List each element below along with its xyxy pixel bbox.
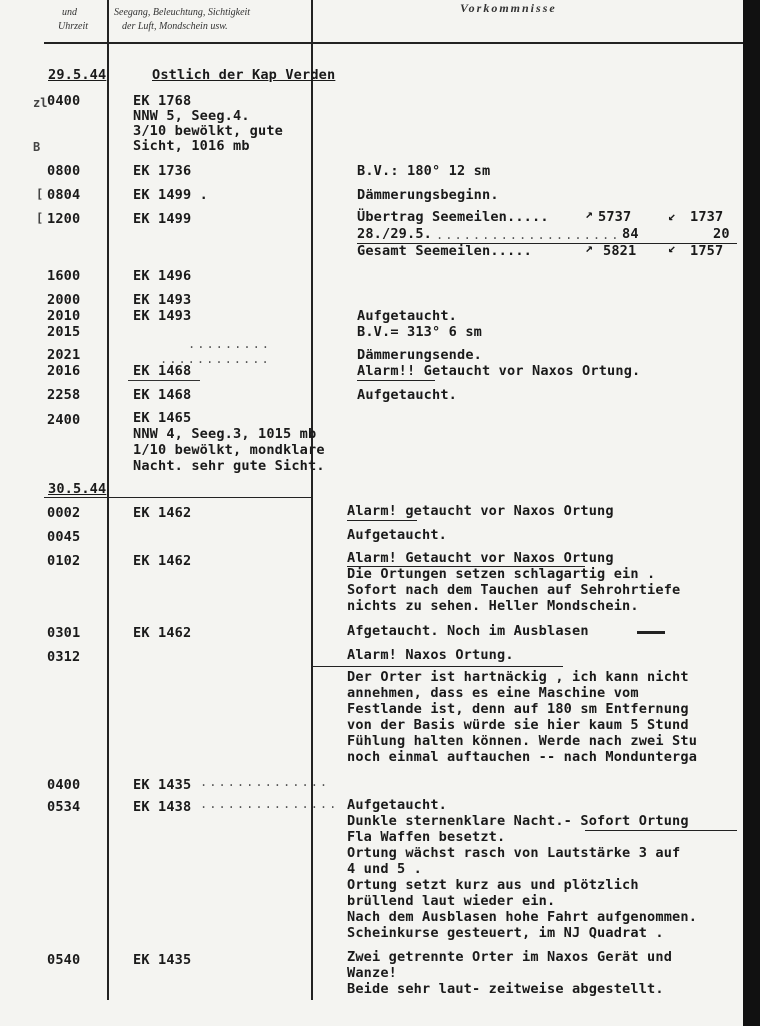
row-time: 0534: [47, 799, 81, 815]
column-rule-1: [107, 0, 109, 1000]
row-event: Nach dem Ausblasen hohe Fahrt aufgenommen.: [347, 909, 698, 925]
row-time: 2015: [47, 324, 81, 340]
arrow-ne-icon: ↗: [585, 241, 593, 256]
underline-mark: [313, 666, 563, 667]
row-grid: EK 1499: [133, 211, 192, 227]
row-event: Dämmerungsbeginn.: [357, 187, 499, 203]
row-grid: NNW 5, Seeg.4.: [133, 108, 250, 124]
row-grid: EK 1468: [133, 363, 192, 379]
margin-mark: [: [36, 211, 44, 225]
row-grid: EK 1435: [133, 777, 192, 793]
row-time: 0102: [47, 553, 81, 569]
margin-mark: zl: [33, 96, 48, 110]
row-event: Aufgetaucht.: [357, 387, 458, 403]
row-grid: EK 1462: [133, 553, 192, 569]
row-event: Zwei getrennte Orter im Naxos Gerät und: [347, 949, 673, 965]
row-event: Der Orter ist hartnäckig , ich kann nicht: [347, 669, 689, 685]
row-grid: EK 1468: [133, 387, 192, 403]
tally-label-2: 28./29.5.: [357, 226, 433, 242]
row-grid: EK 1499 .: [133, 187, 209, 203]
arrow-ne-icon: ↗: [585, 207, 593, 222]
tally-label-3: Gesamt Seemeilen.....: [357, 243, 533, 259]
row-event: nichts zu sehen. Heller Mondschein.: [347, 598, 639, 614]
row-event: Alarm! getaucht vor Naxos Ortung: [347, 503, 614, 519]
row-grid: 1/10 bewölkt, mondklare: [133, 442, 325, 458]
row-time: 0540: [47, 952, 81, 968]
row-time: 1600: [47, 268, 81, 284]
row-grid: EK 1465: [133, 410, 192, 426]
row-time: 0301: [47, 625, 81, 641]
row-time: 2000: [47, 292, 81, 308]
row-grid: EK 1435: [133, 952, 192, 968]
row-time: 2021: [47, 347, 81, 363]
tally-label-1: Übertrag Seemeilen.....: [357, 209, 549, 225]
row-event: von der Basis würde sie hier kaum 5 Stund: [347, 717, 689, 733]
row-grid: EK 1736: [133, 163, 192, 179]
row-event: Fla Waffen besetzt.: [347, 829, 506, 845]
arrow-sw-icon: ↙: [668, 209, 676, 224]
strikeout-mark: [637, 631, 665, 634]
row-time: 0002: [47, 505, 81, 521]
underline-mark: [347, 520, 417, 521]
date-rule: [44, 497, 311, 498]
row-event: Beide sehr laut- zeitweise abgestellt.: [347, 981, 664, 997]
tally-value-3a: 5821: [603, 243, 637, 259]
row-grid: NNW 4, Seeg.3, 1015 mb: [133, 426, 317, 442]
date-heading-1: 29.5.44: [48, 67, 107, 83]
column-rule-2: [311, 0, 313, 1000]
arrow-sw-icon: ↙: [668, 241, 676, 256]
dotted-leader: ............: [160, 352, 271, 366]
row-event: Festlande ist, denn auf 180 sm Entfernung: [347, 701, 689, 717]
date-heading-2: 30.5.44: [48, 481, 107, 497]
row-time: 0400: [47, 777, 81, 793]
row-grid: EK 1496: [133, 268, 192, 284]
row-event: annehmen, dass es eine Maschine vom: [347, 685, 639, 701]
header-rule: [44, 42, 743, 44]
dotted-leader: ...............: [200, 797, 339, 811]
row-grid: EK 1462: [133, 625, 192, 641]
row-event: Afgetaucht. Noch im Ausblasen: [347, 623, 589, 639]
row-time: 2016: [47, 363, 81, 379]
row-grid: EK 1438: [133, 799, 192, 815]
dotted-leader: ..............: [200, 775, 330, 789]
row-event: Alarm! Naxos Ortung.: [347, 647, 514, 663]
row-grid: EK 1493: [133, 308, 192, 324]
row-event: Alarm! Getaucht vor Naxos Ortung: [347, 550, 614, 566]
row-grid: Nacht. sehr gute Sicht.: [133, 458, 325, 474]
dotted-leader: ....................: [436, 228, 621, 242]
row-event: Ortung wächst rasch von Lautstärke 3 auf: [347, 845, 681, 861]
tally-value-1b: 1737: [690, 209, 724, 225]
row-event: 4 und 5 .: [347, 861, 423, 877]
row-grid: EK 1462: [133, 505, 192, 521]
header-col1-line1: und: [62, 7, 77, 18]
underline-mark: [128, 380, 200, 381]
row-time: 0400: [47, 93, 81, 109]
row-grid: Sicht, 1016 mb: [133, 138, 250, 154]
row-time: 2400: [47, 412, 81, 428]
header-col2-line2: der Luft, Mondschein usw.: [122, 21, 228, 32]
underline-mark: [357, 380, 435, 381]
header-col2-line1: Seegang, Beleuchtung, Sichtigkeit: [114, 7, 251, 18]
row-time: 0804: [47, 187, 81, 203]
underline-mark: [585, 830, 737, 831]
tally-value-2b: 20: [713, 226, 730, 242]
margin-mark: [: [36, 187, 44, 201]
location-heading: Ostlich der Kap Verden: [152, 67, 336, 83]
row-event: Dämmerungsende.: [357, 347, 483, 363]
row-time: 1200: [47, 211, 81, 227]
row-time: 0800: [47, 163, 81, 179]
row-event: Scheinkurse gesteuert, im NJ Quadrat .: [347, 925, 664, 941]
header-col1-line2: Uhrzeit: [58, 21, 88, 32]
row-event: Die Ortungen setzen schlagartig ein .: [347, 566, 656, 582]
row-event: noch einmal auftauchen -- nach Monduntergа: [347, 749, 698, 765]
row-event: Fühlung halten können. Werde nach zwei Stu: [347, 733, 698, 749]
row-time: 0045: [47, 529, 81, 545]
tally-value-2a: 84: [622, 226, 639, 242]
tally-value-3b: 1757: [690, 243, 724, 259]
tally-value-1a: 5737: [598, 209, 632, 225]
row-event: Aufgetaucht.: [347, 527, 448, 543]
row-time: 2258: [47, 387, 81, 403]
row-event: Aufgetaucht.: [357, 308, 458, 324]
header-col3: Vorkommnisse: [460, 1, 557, 15]
row-grid: EK 1768: [133, 93, 192, 109]
row-event: Dunkle sternenklare Nacht.- Sofort Ortung: [347, 813, 689, 829]
row-grid: 3/10 bewölkt, gute: [133, 123, 284, 139]
row-event: Sofort nach dem Tauchen auf Sehrohrtiefe: [347, 582, 681, 598]
row-time: 2010: [47, 308, 81, 324]
row-time: 0312: [47, 649, 81, 665]
scan-edge: [743, 0, 760, 1026]
row-event: brüllend laut wieder ein.: [347, 893, 556, 909]
row-grid: EK 1493: [133, 292, 192, 308]
row-event: Wanze!: [347, 965, 398, 981]
row-event: B.V.: 180° 12 sm: [357, 163, 491, 179]
row-event: Aufgetaucht.: [347, 797, 448, 813]
row-event: B.V.= 313° 6 sm: [357, 324, 483, 340]
row-event: Alarm!! Getaucht vor Naxos Ortung.: [357, 363, 641, 379]
dotted-leader: .........: [188, 337, 272, 351]
row-event: Ortung setzt kurz aus und plötzlich: [347, 877, 639, 893]
margin-mark: B: [33, 140, 41, 154]
